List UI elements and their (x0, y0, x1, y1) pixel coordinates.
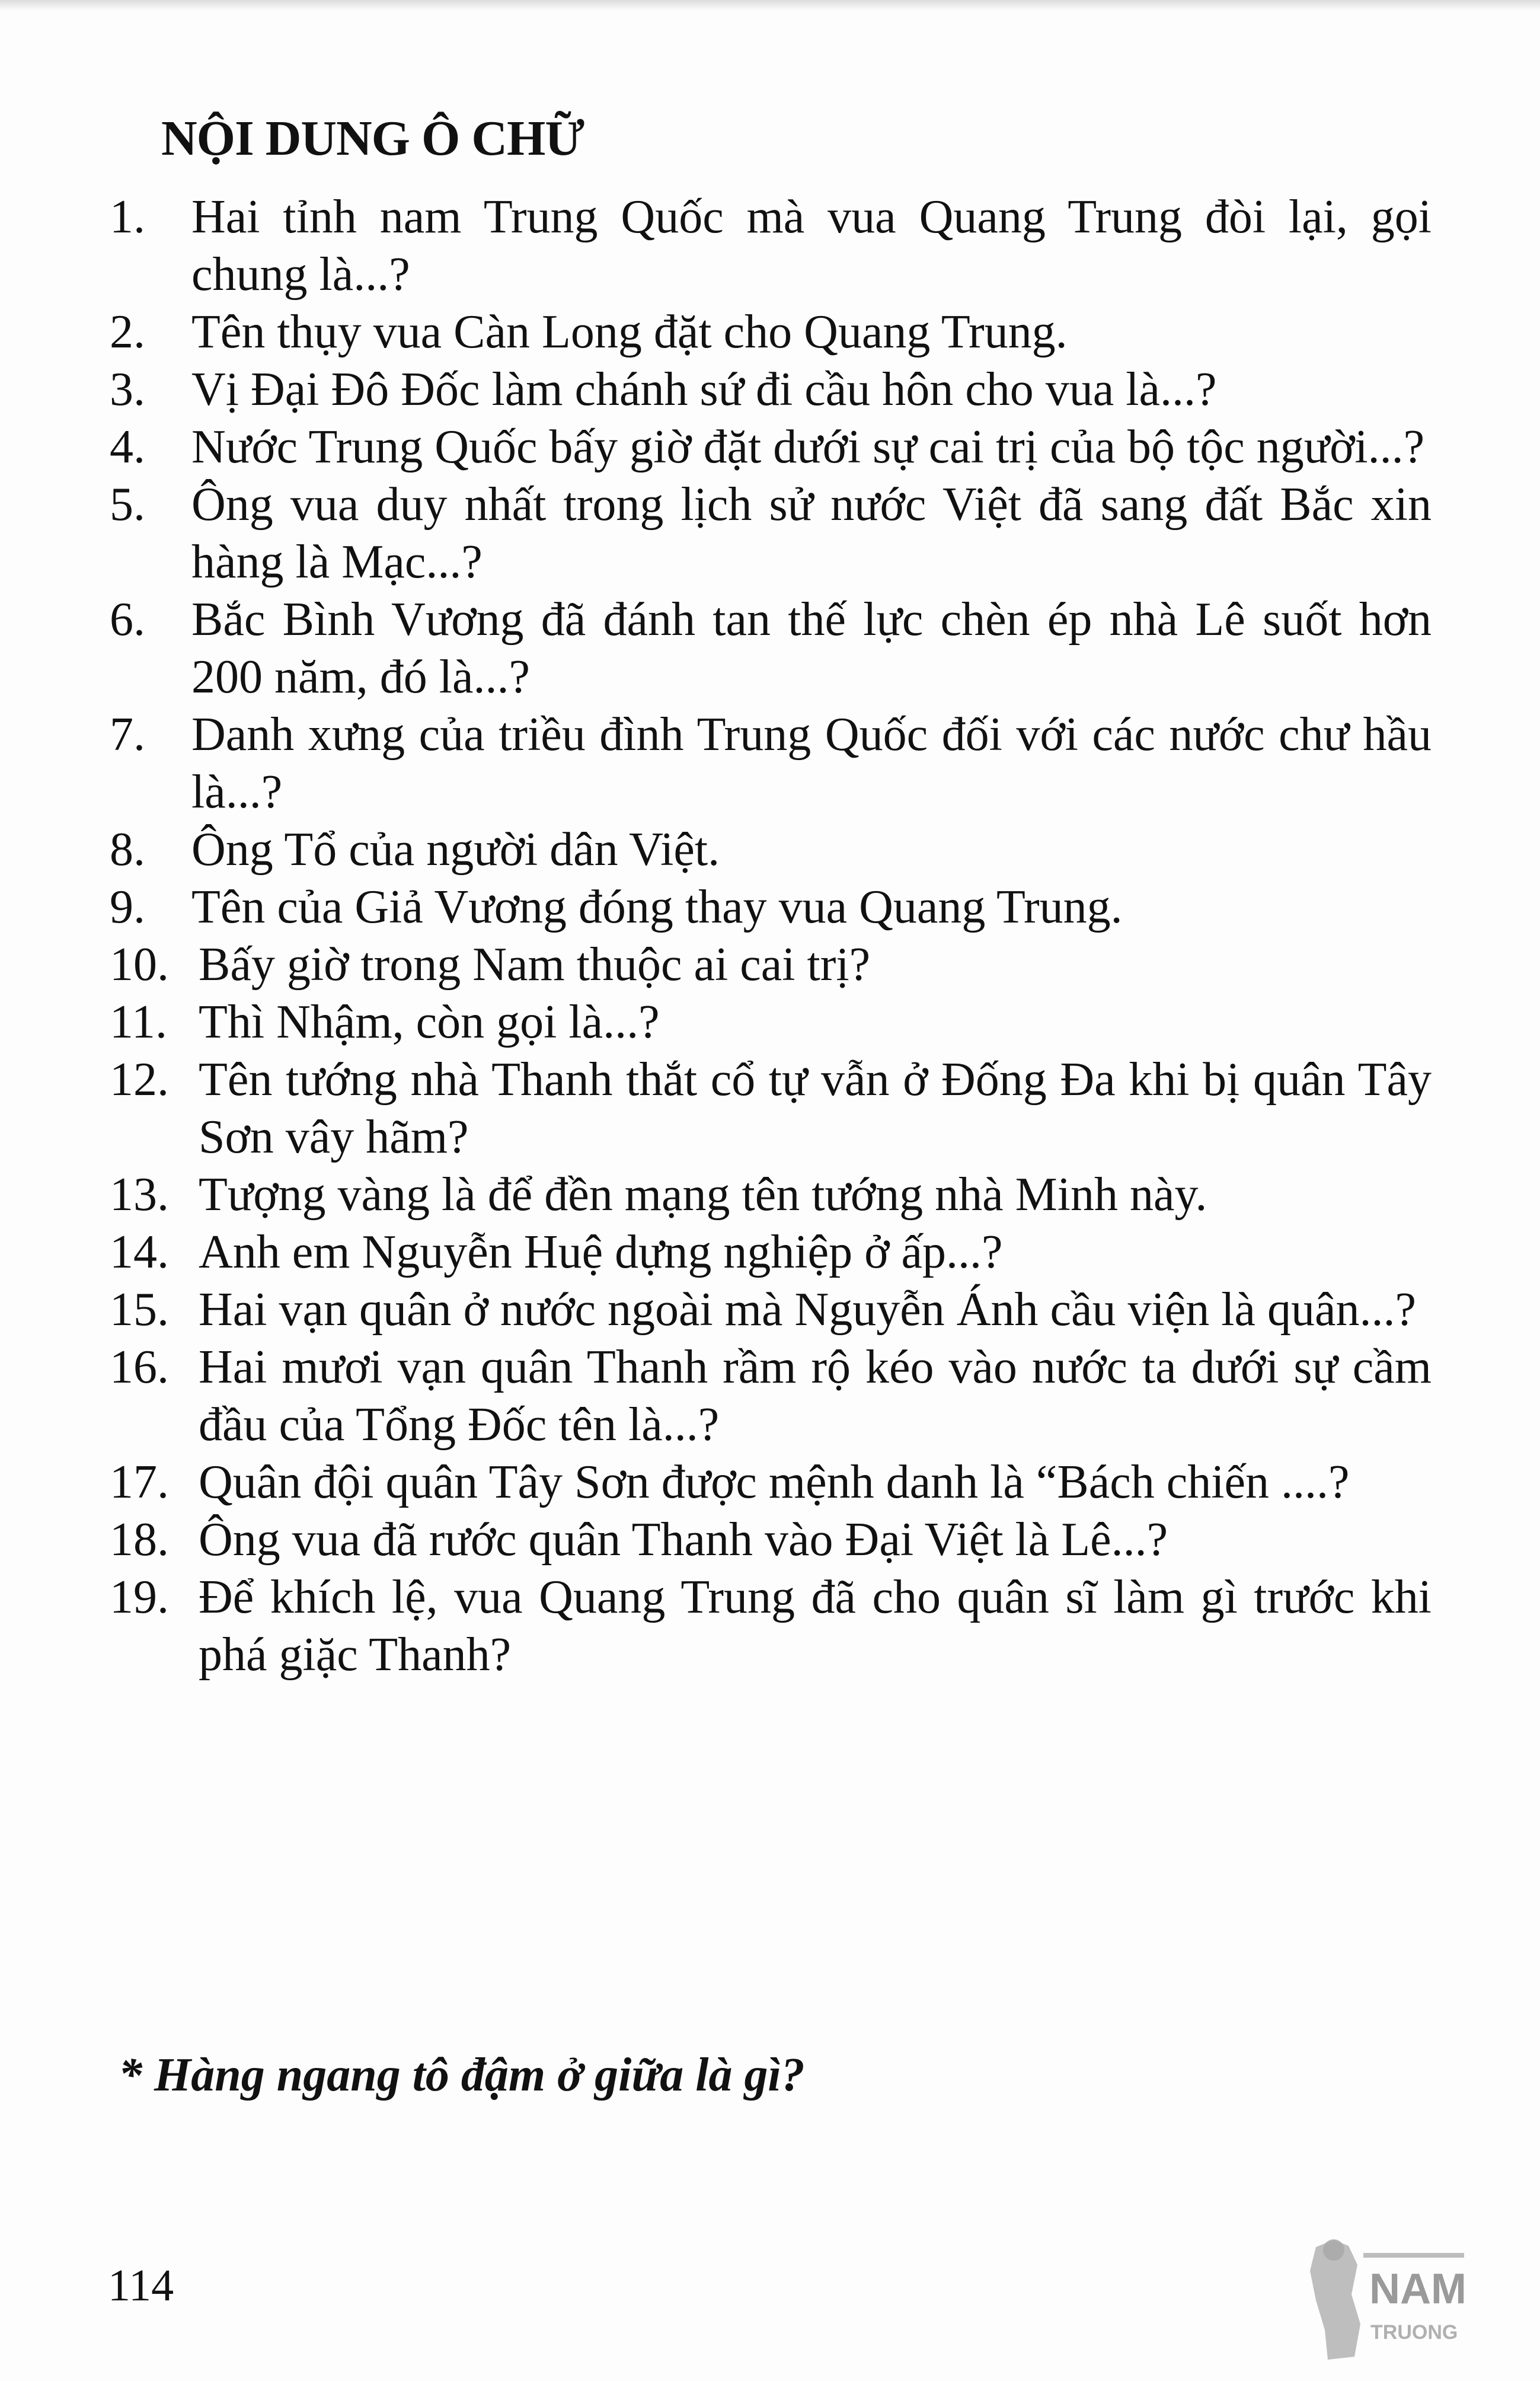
question-text: Tên của Giả Vương đóng thay vua Quang Trung. (191, 881, 1123, 933)
question-text: Tượng vàng là để đền mạng tên tướng nhà Minh này. (199, 1169, 1207, 1221)
question-number: 14. (110, 1226, 169, 1278)
question-text: Nước Trung Quốc bấy giờ đặt dưới sự cai trị của bộ tộc người...? (191, 421, 1425, 473)
question-text: Ông vua đã rước quân Thanh vào Đại Việt là Lê...? (199, 1514, 1168, 1566)
question-text: Tên tướng nhà Thanh thắt cổ tự vẫn ở Đống Đa khi bị quân Tây Sơn vây hãm? (199, 1054, 1432, 1163)
question-text: Hai vạn quân ở nước ngoài mà Nguyễn Ánh cầu viện là quân...? (199, 1284, 1417, 1336)
question-item (110, 476, 1432, 591)
question-text: Bắc Bình Vương đã đánh tan thế lực chèn ép nhà Lê suốt hơn 200 năm, đó là...? (191, 593, 1432, 703)
question-number: 11. (110, 996, 168, 1048)
question-item (110, 1339, 1432, 1454)
question-item (110, 879, 1432, 936)
question-text: Thì Nhậm, còn gọi là...? (199, 996, 660, 1048)
question-number: 17. (110, 1456, 169, 1508)
logo-subtext: TRUONG (1370, 2321, 1458, 2344)
question-item (110, 419, 1432, 476)
question-item (110, 304, 1432, 361)
question-text: Quân đội quân Tây Sơn được mệnh danh là “Bách chiến ....? (199, 1456, 1350, 1508)
question-text: Để khích lệ, vua Quang Trung đã cho quân sĩ làm gì trước khi phá giặc Thanh? (199, 1571, 1432, 1681)
question-item (110, 1166, 1432, 1224)
logo-text: NAM (1369, 2265, 1466, 2313)
question-number: 4. (110, 421, 145, 473)
question-number: 16. (110, 1341, 169, 1393)
question-item (110, 591, 1432, 706)
question-item (110, 994, 1432, 1051)
question-text: Hai tỉnh nam Trung Quốc mà vua Quang Trung đòi lại, gọi chung là...? (191, 191, 1432, 301)
question-number: 18. (110, 1514, 169, 1566)
question-number: 15. (110, 1284, 169, 1336)
question-number: 6. (110, 593, 145, 646)
question-item (110, 361, 1432, 419)
question-list (110, 189, 1432, 1684)
question-item (110, 936, 1432, 994)
question-item (110, 1051, 1432, 1166)
page-number: 114 (108, 2261, 174, 2310)
question-item (110, 1511, 1432, 1569)
question-number: 7. (110, 708, 145, 761)
question-item (110, 1569, 1432, 1684)
question-number: 3. (110, 363, 145, 416)
question-item (110, 1224, 1432, 1281)
question-item (110, 1281, 1432, 1339)
question-item (110, 189, 1432, 304)
question-text: Ông Tổ của người dân Việt. (191, 824, 720, 876)
question-number: 2. (110, 306, 145, 358)
question-item (110, 1454, 1432, 1511)
question-number: 19. (110, 1571, 169, 1623)
question-number: 10. (110, 939, 169, 991)
page-top-edge (0, 0, 1540, 11)
final-question: * Hàng ngang tô đậm ở giữa là gì? (119, 2049, 805, 2101)
question-number: 13. (110, 1169, 169, 1221)
question-text: Bấy giờ trong Nam thuộc ai cai trị? (199, 939, 871, 991)
question-text: Vị Đại Đô Đốc làm chánh sứ đi cầu hôn cho vua là...? (191, 363, 1217, 416)
page-heading: NỘI DUNG Ô CHỮ (161, 111, 584, 166)
question-item (110, 706, 1432, 821)
question-number: 5. (110, 478, 145, 531)
question-item (110, 821, 1432, 879)
question-text: Anh em Nguyễn Huệ dựng nghiệp ở ấp...? (199, 1226, 1003, 1278)
question-number: 8. (110, 824, 145, 876)
question-text: Hai mươi vạn quân Thanh rầm rộ kéo vào nước ta dưới sự cầm đầu của Tổng Đốc tên là...? (199, 1341, 1432, 1451)
question-number: 12. (110, 1054, 169, 1106)
question-number: 9. (110, 881, 145, 933)
question-number: 1. (110, 191, 145, 243)
publisher-logo (1292, 2229, 1470, 2366)
question-text: Tên thụy vua Càn Long đặt cho Quang Trung. (191, 306, 1068, 358)
question-text: Danh xưng của triều đình Trung Quốc đối với các nước chư hầu là...? (191, 708, 1432, 818)
question-text: Ông vua duy nhất trong lịch sử nước Việt đã sang đất Bắc xin hàng là Mạc...? (191, 478, 1432, 588)
